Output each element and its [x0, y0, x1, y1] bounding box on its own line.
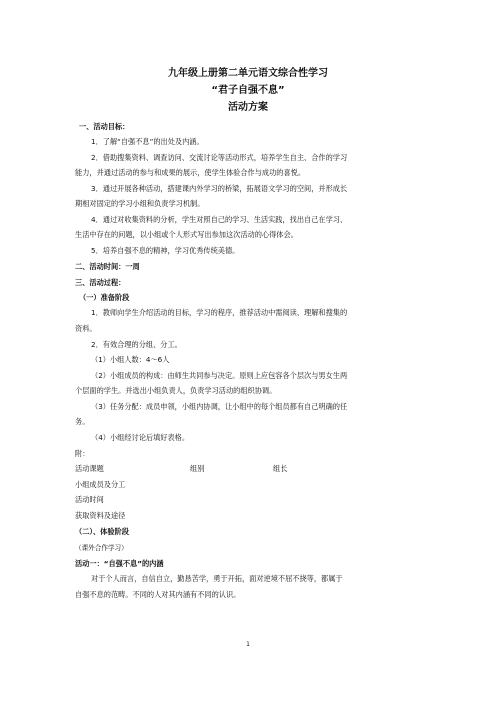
goal-3-line-2: 期相对固定的学习小组和负责学习机制。 — [75, 199, 205, 208]
prep-1-line-2: 资料。 — [75, 324, 97, 333]
prep-2-item-3-line-1: （3）任务分配：成员申领，小组内协调，让小组中的每个组员都有自己明确的任 — [91, 402, 348, 411]
activity-1-heading: 活动一：“自强不息”的内涵 — [75, 559, 164, 568]
section-2-heading: 二、活动时间：一周 — [75, 262, 140, 271]
prep-2-item-4: （4）小组经讨论后填好表格。 — [91, 433, 190, 442]
table-row-sources: 获取资料及途径 — [75, 511, 126, 520]
title-line-1: 九年级上册第二单元语文综合性学习 — [168, 68, 328, 79]
prep-1-line-1: 1．教师向学生介绍活动的目标，学习的程序，推荐活动中需阅读、理解和搜集的 — [91, 308, 348, 317]
title-line-2: “君子自强不息” — [211, 85, 285, 96]
section-1-heading: 一、活动目标： — [79, 122, 130, 131]
prep-2-item-2-line-2: 个层面的学生。并选出小组负责人，负责学习活动的组织协调。 — [75, 386, 277, 395]
table-col-group: 组别 — [190, 464, 205, 473]
activity-1-line-1: 对于个人而言，自信自立，勤恳苦学，勇于开拓，面对逆境不屈不挠等，都属于 — [91, 574, 343, 583]
activity-1-line-2: 自强不息的范畴。不同的人对其内涵有不同的认识。 — [75, 590, 241, 599]
goal-4-line-2: 生活中存在的问题，以小组或个人形式写出参加这次活动的心得体会。 — [75, 230, 298, 239]
prep-2-item-1: （1）小组人数：4～6人 — [91, 355, 170, 364]
page-number: 1 — [246, 641, 250, 648]
prep-2: 2．有效合理的分组、分工。 — [91, 340, 182, 349]
goal-1: 1．了解“自强不息”的出处及内涵。 — [91, 137, 204, 146]
goal-2-line-2: 能力，并通过活动的参与和成果的展示，使学生体验合作与成功的喜悦。 — [75, 168, 306, 177]
table-row-time: 活动时间 — [75, 495, 104, 504]
section-3-heading: 三、活动过程： — [75, 278, 126, 287]
goal-5: 5．培养自强不息的精神，学习优秀传统美德。 — [91, 246, 240, 255]
stage-1-heading: （一）准备阶段 — [79, 293, 130, 302]
prep-2-item-3-line-2: 务。 — [75, 417, 90, 426]
stage-2-note: （课外合作学习） — [75, 544, 128, 552]
title-line-3: 活动方案 — [228, 102, 268, 113]
table-row-members: 小组成员及分工 — [75, 480, 126, 489]
goal-3-line-1: 3．通过开展各种活动，搭建课内外学习的桥梁，拓展语文学习的空间，并形成长 — [91, 184, 348, 193]
table-col-leader: 组长 — [273, 464, 288, 473]
goal-4-line-1: 4．通过对收集资料的分析，学生对照自己的学习、生活实践，找出自己在学习、 — [91, 215, 348, 224]
prep-2-item-2-line-1: （2）小组成员的构成：由师生共同参与决定。原则上应包容各个层次与男女生两 — [91, 371, 348, 380]
table-col-topic: 活动课题 — [75, 464, 104, 473]
stage-2-heading: （二）、体验阶段 — [75, 527, 129, 536]
attachment-label: 附： — [75, 449, 90, 458]
goal-2-line-1: 2．借助搜集资料、调查访问、交流讨论等活动形式，培养学生自主、合作的学习 — [91, 153, 348, 162]
